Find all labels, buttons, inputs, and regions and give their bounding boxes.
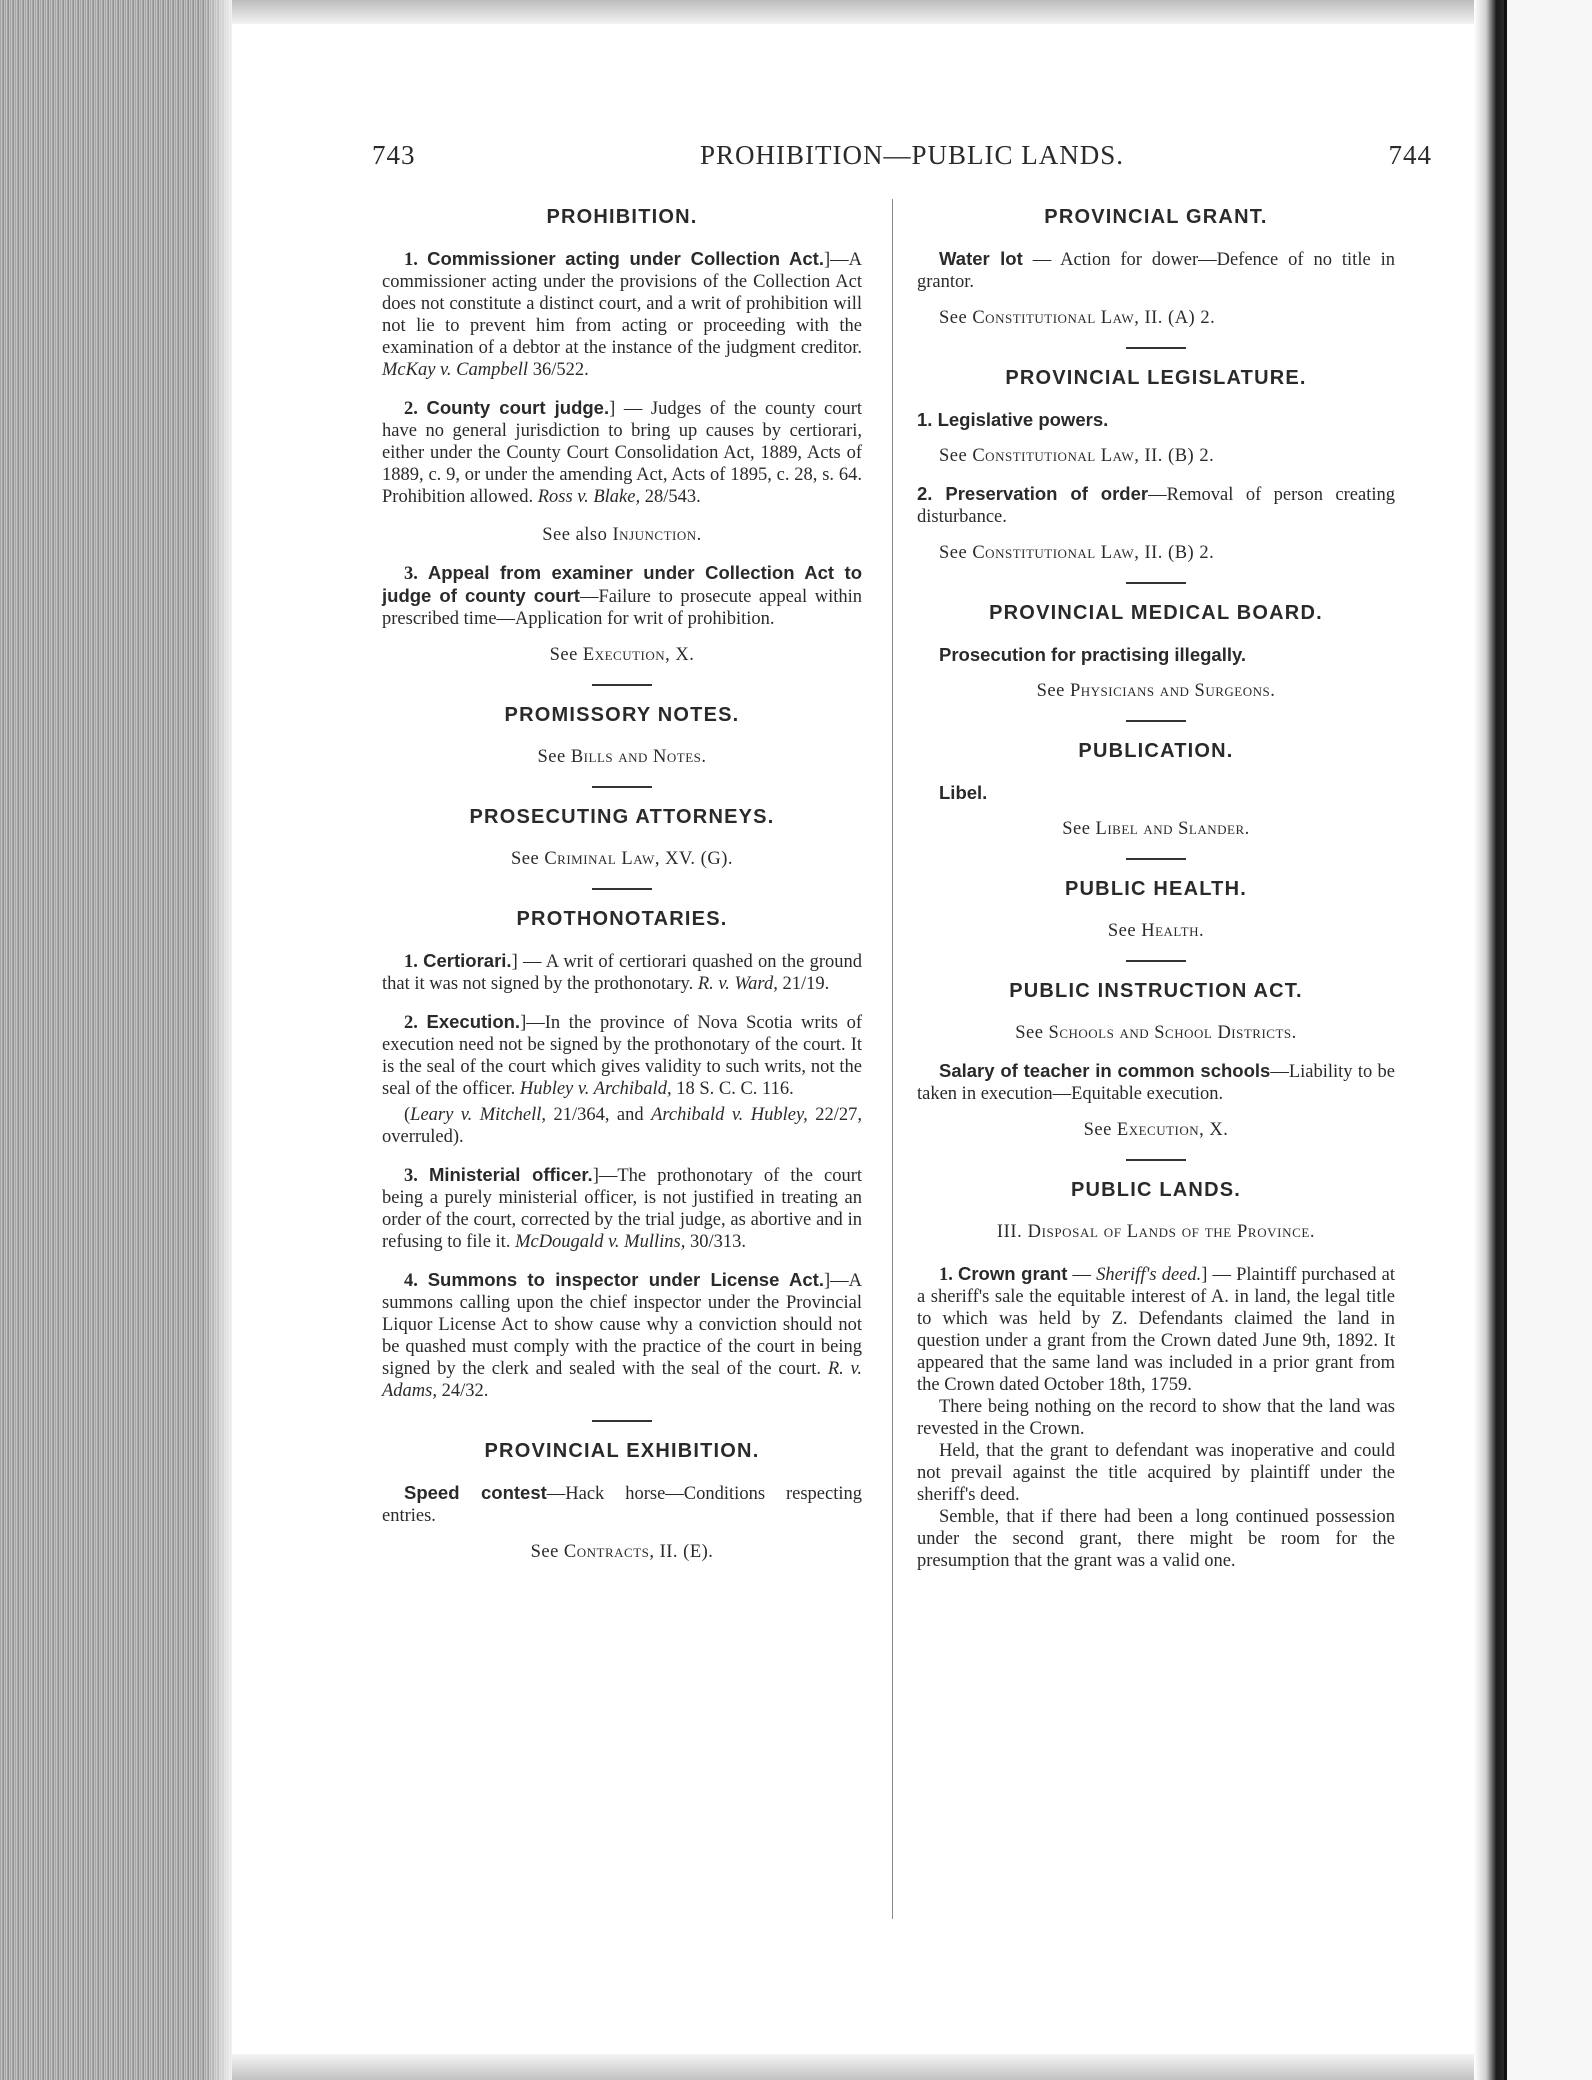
heading-prosecuting-attorneys: PROSECUTING ATTORNEYS. — [469, 806, 775, 828]
entry-prothonotaries-4 — [382, 1269, 862, 1402]
entry-text: — Action for dower—Defence of no title in grantor. — [917, 250, 1395, 292]
heading-provincial-grant: PROVINCIAL GRANT. — [1044, 206, 1268, 228]
heading-publication: PUBLICATION. — [1078, 740, 1234, 762]
entry-number: 4. — [404, 1271, 418, 1291]
page-number-left: 743 — [372, 140, 416, 170]
heading-prothonotaries: PROTHONOTARIES. — [516, 908, 728, 930]
case-name: Ross v. Blake, — [537, 487, 641, 507]
entry-number: 3. — [404, 1166, 418, 1186]
cross-reference: Constitutional Law, II. (B) 2. — [972, 446, 1215, 466]
cross-reference: Schools and School Districts. — [1048, 1023, 1297, 1043]
heading-provincial-legislature: PROVINCIAL LEGISLATURE. — [1005, 367, 1307, 389]
heading-provincial-exhibition: PROVINCIAL EXHIBITION. — [484, 1440, 760, 1462]
entry-speed-contest — [382, 1482, 862, 1527]
page-number-right: 744 — [1388, 140, 1432, 170]
entry-keyword: Execution. — [426, 1011, 521, 1032]
entry-water-lot — [917, 248, 1395, 293]
page-title: PROHIBITION—PUBLIC LANDS. — [699, 140, 1124, 170]
see-reference: See Constitutional Law, II. (B) 2. — [939, 446, 1215, 466]
entry-keyword: Summons to inspector under License Act. — [427, 1269, 824, 1290]
entry-prohibition-1 — [382, 248, 862, 381]
section-rule — [1126, 1159, 1186, 1161]
case-name: McDougald v. Mullins, — [515, 1232, 686, 1252]
subheading-disposal-of-lands: III. Disposal of Lands of the Province. — [996, 1222, 1316, 1242]
entry-subtopic: Sheriff's deed. — [1096, 1265, 1202, 1285]
cross-reference: Execution, X. — [1116, 1120, 1229, 1140]
case-name: Hubley v. Archibald, — [519, 1079, 672, 1099]
entry-text: ]—In the province of Nova Scotia writs of execution need not be signed by the prothonotary of the court. It is the seal of the court which gives validity to such writs, not the seal of the officer. — [382, 1013, 863, 1099]
see-reference: See Execution, X. — [549, 645, 695, 665]
case-citation: 30/313. — [689, 1232, 746, 1252]
scan-top-edge — [232, 0, 1502, 24]
heading-prohibition: PROHIBITION. — [546, 206, 698, 228]
see-reference: See Execution, X. — [1083, 1120, 1229, 1140]
book-gutter — [1474, 0, 1504, 2080]
entry-salary-of-teacher — [917, 1060, 1395, 1105]
adjacent-page-fragment — [1504, 0, 1592, 2080]
entry-text: —Removal of person creating disturbance. — [917, 485, 1395, 527]
entry-keyword: Appeal from examiner under Collection Act to judge of county court — [382, 562, 862, 606]
see-reference: See Physicians and Surgeons. — [1036, 681, 1276, 701]
cross-reference: Bills and Notes. — [570, 747, 707, 767]
case-name: R. v. Ward, — [697, 974, 778, 994]
heading-provincial-medical-board: PROVINCIAL MEDICAL BOARD. — [989, 602, 1323, 624]
see-reference: See Constitutional Law, II. (A) 2. — [939, 308, 1216, 328]
see-reference: See Criminal Law, XV. (G). — [511, 849, 733, 869]
subheading-libel: Libel. — [939, 782, 988, 803]
section-rule — [592, 684, 652, 686]
entry-keyword: Crown grant — [957, 1263, 1068, 1284]
entry-keyword: Salary of teacher in common schools — [939, 1060, 1271, 1081]
left-column — [382, 192, 862, 1579]
page — [232, 24, 1474, 2054]
entry-keyword: Commissioner acting under Collection Act. — [427, 248, 824, 269]
entry-text: —Hack horse—Conditions respecting entries. — [382, 1484, 862, 1526]
entry-keyword: 2. Preservation of order — [917, 483, 1149, 504]
see-reference: See Schools and School Districts. — [1015, 1023, 1297, 1043]
entry-text: ] — A writ of certiorari quashed on the ground that it was not signed by the prothonotary. — [382, 952, 863, 994]
entry-text: —Failure to prosecute appeal within prescribed time—Application for writ of prohibition. — [382, 587, 863, 629]
see-reference: See Libel and Slander. — [1062, 819, 1250, 839]
cross-reference: Constitutional Law, II. (B) 2. — [972, 543, 1215, 563]
book-page-edges — [0, 0, 232, 2080]
section-rule — [592, 1420, 652, 1422]
entry-prothonotaries-2 — [382, 1011, 862, 1100]
section-rule — [1126, 960, 1186, 962]
entry-keyword: Ministerial officer. — [428, 1164, 593, 1185]
case-citation: 28/543. — [644, 487, 701, 507]
case-citation: 21/19. — [782, 974, 830, 994]
heading-public-instruction-act: PUBLIC INSTRUCTION ACT. — [1009, 980, 1303, 1002]
entry-number: 2. — [404, 399, 418, 419]
cross-reference: Injunction. — [612, 525, 702, 545]
section-rule — [1126, 858, 1186, 860]
entry-number: 2. — [404, 1013, 418, 1033]
heading-promissory-notes: PROMISSORY NOTES. — [504, 704, 740, 726]
entry-keyword: Speed contest — [404, 1482, 547, 1503]
cross-reference: Libel and Slander. — [1095, 819, 1250, 839]
entry-text: ] — Plaintiff purchased at a sheriff's sale the equitable interest of A. in land, the legal title to which was held by Z. Defendants claimed the land in question under a grant from the Crown dated June 9th, 1892. It appeared that the same land was included in a prior grant from the Crown dated October 18th, 1759. — [917, 1265, 1395, 1395]
entry-prothonotaries-1 — [382, 950, 862, 995]
case-name: R. v. Adams, — [382, 1359, 863, 1401]
paragraph: There being nothing on the record to show that the land was revested in the Crown. — [917, 1397, 1395, 1439]
case-citation: 22/27, overruled). — [382, 1105, 862, 1147]
subheading-legislative-powers: 1. Legislative powers. — [917, 409, 1109, 430]
cross-reference: Physicians and Surgeons. — [1069, 681, 1276, 701]
entry-keyword: County court judge. — [426, 397, 610, 418]
section-rule — [1126, 347, 1186, 349]
cross-reference: Constitutional Law, II. (A) 2. — [972, 308, 1216, 328]
entry-prohibition-3 — [382, 562, 862, 630]
entry-number: 3. — [404, 564, 418, 584]
see-reference: See Health. — [1107, 921, 1205, 941]
entry-number: 1. — [939, 1265, 953, 1285]
entry-prothonotaries-3 — [382, 1164, 862, 1253]
case-citation: 21/364, and — [553, 1105, 644, 1125]
section-rule — [592, 786, 652, 788]
case-citation: 24/32. — [441, 1381, 489, 1401]
case-citation: 36/522. — [532, 360, 589, 380]
see-reference: See Contracts, II. (E). — [530, 1542, 714, 1562]
heading-public-health: PUBLIC HEALTH. — [1065, 878, 1247, 900]
section-rule — [1126, 720, 1186, 722]
scan-bottom-edge — [232, 2054, 1502, 2080]
section-rule — [1126, 582, 1186, 584]
see-reference: See Bills and Notes. — [537, 747, 707, 767]
entry-prohibition-2 — [382, 397, 862, 508]
entry-preservation-of-order — [917, 483, 1395, 528]
entry-prothonotaries-2-note: (Leary v. Mitchell, 21/364, and Archibald v. Hubley, 22/27, overruled). — [382, 1105, 862, 1147]
section-rule — [592, 888, 652, 890]
running-head — [372, 140, 1452, 180]
case-name: Archibald v. Hubley, — [651, 1105, 808, 1125]
column-divider — [892, 199, 893, 1919]
right-column — [917, 192, 1395, 1572]
cross-reference: Criminal Law, XV. (G). — [544, 849, 733, 869]
entry-keyword: Water lot — [939, 248, 1023, 269]
entry-text: ]—A summons calling upon the chief inspector under the Provincial Liquor License Act to show cause why a conviction should not be quashed must comply with the practice of the court in being signed by the clerk and sealed with the seal of the court. — [382, 1271, 862, 1379]
entry-number: 1. — [404, 250, 418, 270]
entry-crown-grant: 1. Crown grant — Sheriff's deed.] — Plaintiff purchased at a sheriff's sale the equitable interest of A. in land, the legal title to which was held by Z. Defendants claimed the land in question under a grant from the Crown dated June 9th, 1892. It appeared that the same land was included in a prior grant from the Crown dated October 18th, 1759. — [917, 1263, 1395, 1395]
entry-text: —Liability to be taken in execution—Equitable execution. — [917, 1062, 1396, 1104]
case-name: Leary v. Mitchell, — [410, 1105, 546, 1125]
see-also-reference: See also Injunction. — [542, 525, 702, 545]
entry-text: ]—A commissioner acting under the provisions of the Collection Act does not constitute a distinct court, and a writ of prohibition will not lie to prevent him from acting or proceeding with the examination of a debtor at the instance of the judgment creditor. — [382, 250, 863, 358]
cross-reference: Execution, X. — [582, 645, 695, 665]
see-reference: See Constitutional Law, II. (B) 2. — [939, 543, 1215, 563]
heading-public-lands: PUBLIC LANDS. — [1070, 1179, 1242, 1201]
paragraph: Semble, that if there had been a long continued possession under the second grant, there might be room for the presumption that the grant was a valid one. — [917, 1507, 1395, 1571]
cross-reference: Health. — [1141, 921, 1205, 941]
entry-text: ] — Judges of the county court have no general jurisdiction to bring up causes by certiorari, either under the County Court Consolidation Act, 1889, Acts of 1889, c. 9, or under the amending Act, Acts of 1895, c. 28, s. 64. Prohibition allowed. — [382, 399, 863, 507]
subheading-prosecution: Prosecution for practising illegally. — [939, 644, 1247, 665]
paragraph: Held, that the grant to defendant was inoperative and could not prevail against the title acquired by plaintiff under the sheriff's deed. — [917, 1441, 1395, 1505]
entry-text: ]—The prothonotary of the court being a purely ministerial officer, is not justified in treating an order of the court, corrected by the trial judge, as abortive and in refusing to file it. — [382, 1166, 863, 1252]
cross-reference: Contracts, II. (E). — [563, 1542, 714, 1562]
case-citation: 18 S. C. C. 116. — [676, 1079, 794, 1099]
entry-number: 1. — [404, 952, 418, 972]
entry-keyword: Certiorari. — [423, 950, 512, 971]
case-name: McKay v. Campbell — [382, 360, 529, 380]
